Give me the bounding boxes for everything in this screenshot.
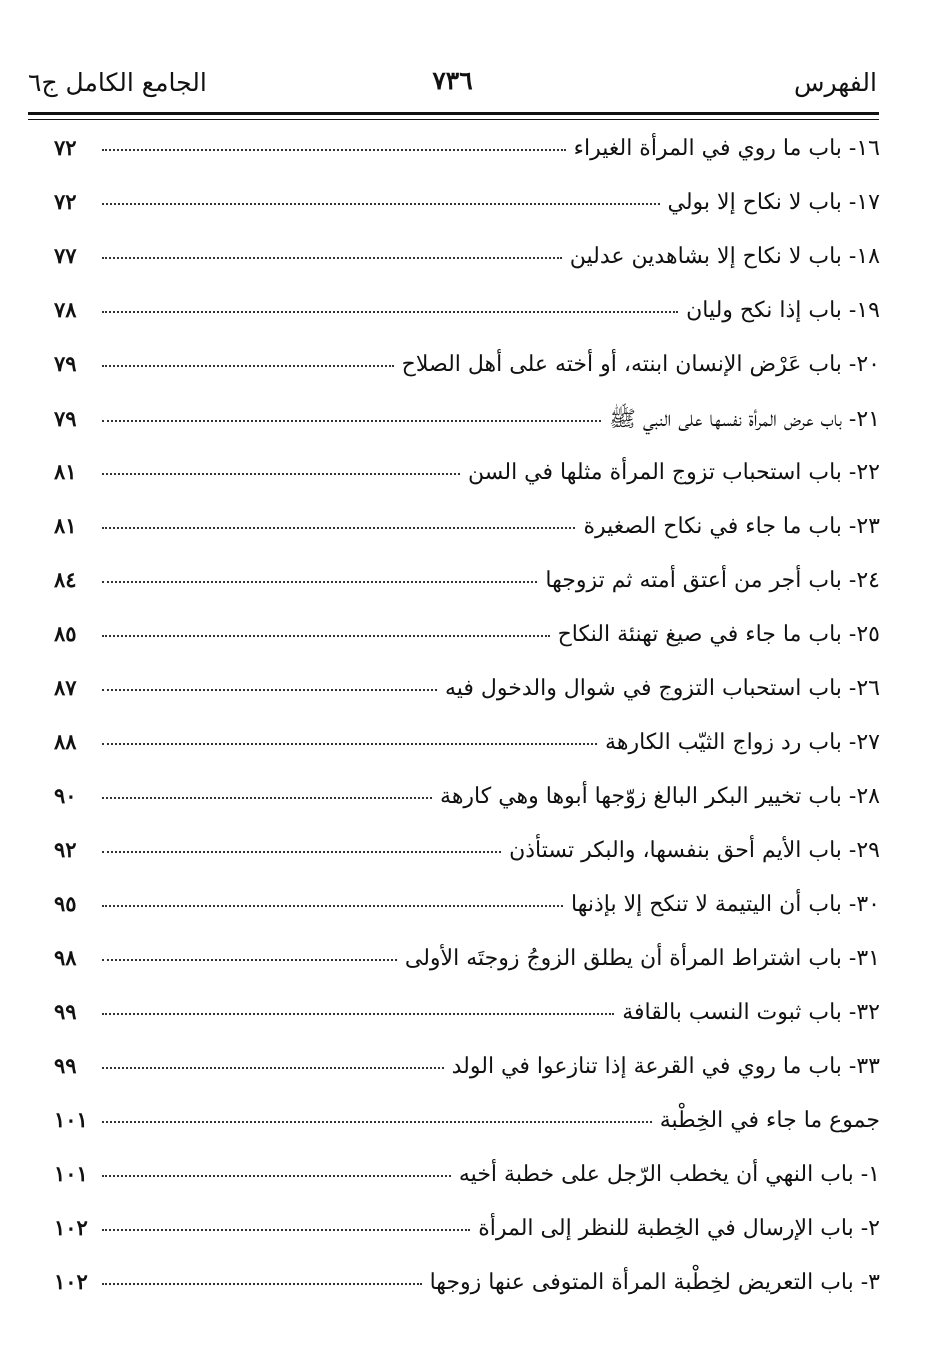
toc-leader-dots: [102, 365, 394, 367]
toc-entry-page: ١٠١: [54, 1107, 88, 1132]
toc-entry-title: ١٩- باب إذا نكح وليان: [686, 298, 880, 323]
toc-entry-title: ٣٢- باب ثبوت النسب بالقافة: [622, 1000, 880, 1025]
toc-entry: [54, 567, 880, 621]
toc-entry-title: ٣٣- باب ما روي في القرعة إذا تنازعوا في الولد: [451, 1054, 880, 1079]
toc-entry: [54, 405, 880, 459]
toc-entry-title: ٣١- باب اشتراط المرأة أن يطلق الزوجُ زوجتَه الأولى: [404, 946, 880, 971]
toc-entry: [54, 1053, 880, 1107]
toc-entry: [54, 999, 880, 1053]
toc-entry-title: ١٦- باب ما روي في المرأة الغيراء: [573, 136, 880, 161]
toc-leader-dots: [102, 203, 660, 205]
book-title: الجامع الكامل ج٦: [28, 68, 207, 97]
toc-entry: [54, 621, 880, 675]
toc-entry-title: ١٨- باب لا نكاح إلا بشاهدين عدلين: [569, 244, 880, 269]
toc-entry-page: ١٠٢: [54, 1269, 88, 1294]
toc-entry-page: ٩٥: [54, 891, 77, 916]
toc-leader-dots: [102, 1121, 652, 1123]
toc-leader-dots: [102, 581, 537, 583]
section-title: الفهرس: [793, 68, 877, 97]
toc-entry-page: ٧٩: [54, 406, 77, 431]
toc-entry-page: ١٠١: [54, 1161, 88, 1186]
toc-entry-title: ٢٨- باب تخيير البكر البالغ زوّجها أبوها وهي كارهة: [440, 784, 880, 809]
toc-entry-title: ٢- باب الإرسال في الخِطبة للنظر إلى المرأة: [478, 1216, 880, 1241]
toc-leader-dots: [102, 689, 437, 691]
toc-leader-dots: [102, 905, 563, 907]
toc-entry: [54, 189, 880, 243]
toc-entry-title: ٢٤- باب أجر من أعتق أمته ثم تزوجها: [545, 568, 880, 593]
toc-leader-dots: [102, 635, 550, 637]
toc-entry: [54, 729, 880, 783]
toc-leader-dots: [102, 743, 597, 745]
toc-entry: [54, 945, 880, 999]
toc-entry-title: ٢٦- باب استحباب التزوج في شوال والدخول فيه: [444, 676, 880, 701]
toc-entry: [54, 1269, 880, 1323]
toc-entry: [54, 513, 880, 567]
toc-entry-title: ٢٢- باب استحباب تزوج المرأة مثلها في السن: [468, 460, 880, 485]
toc-leader-dots: [102, 1013, 614, 1015]
toc-entry: [54, 675, 880, 729]
toc-entry-title: ٢٠- باب عَرْض الإنسان ابنته، أو أخته على أهل الصلاح: [401, 352, 880, 377]
toc-entry-page: ٨١: [54, 459, 77, 484]
toc-entry-title: ٣٠- باب أن اليتيمة لا تنكح إلا بإذنها: [571, 892, 880, 917]
toc-entry-page: ٧٢: [54, 135, 77, 160]
toc-entry: [54, 243, 880, 297]
toc-leader-dots: [102, 1067, 444, 1069]
toc-entry-page: ٨٤: [54, 567, 77, 592]
toc-leader-dots: [102, 149, 566, 151]
toc-entry: [54, 1107, 880, 1161]
toc-entry-page: ٩٠: [54, 783, 77, 808]
toc-leader-dots: [102, 797, 432, 799]
toc-entry: [54, 891, 880, 945]
toc-entry: [54, 459, 880, 513]
toc-entry: [54, 837, 880, 891]
toc-leader-dots: [102, 1229, 470, 1231]
toc-entry-page: ٨٨: [54, 729, 77, 754]
toc-entry: [54, 297, 880, 351]
toc-entry-page: ٧٩: [54, 351, 77, 376]
toc-leader-dots: [102, 420, 601, 422]
toc-entry: [54, 135, 880, 189]
page-number: ٧٣٦: [432, 66, 473, 95]
toc-entry-page: ٩٢: [54, 837, 77, 862]
table-of-contents: [54, 135, 880, 1323]
toc-entry-page: ٨١: [54, 513, 77, 538]
toc-entry-title: ١- باب النهي أن يخطب الرّجل على خطبة أخيه: [458, 1162, 880, 1187]
toc-entry-page: ٧٨: [54, 297, 77, 322]
toc-leader-dots: [102, 1175, 451, 1177]
toc-leader-dots: [102, 1283, 422, 1285]
toc-entry-page: ٩٨: [54, 945, 77, 970]
toc-leader-dots: [102, 851, 501, 853]
toc-entry-page: ٨٧: [54, 675, 77, 700]
toc-entry-title: جموع ما جاء في الخِطْبة: [659, 1108, 880, 1133]
toc-entry: [54, 783, 880, 837]
toc-entry-page: ٧٢: [54, 189, 77, 214]
toc-entry-page: ٩٩: [54, 1053, 77, 1078]
toc-entry-title: ٣- باب التعريض لخِطْبة المرأة المتوفى عنها زوجها: [429, 1270, 880, 1295]
toc-entry-title: ١٧- باب لا نكاح إلا بولي: [667, 190, 880, 215]
toc-leader-dots: [102, 527, 575, 529]
toc-entry: [54, 1161, 880, 1215]
toc-entry-page: ٧٧: [54, 243, 77, 268]
toc-leader-dots: [102, 473, 460, 475]
toc-entry-page: ١٠٢: [54, 1215, 88, 1240]
toc-leader-dots: [102, 257, 562, 259]
toc-leader-dots: [102, 959, 397, 961]
toc-entry-title: ٢٥- باب ما جاء في صيغ تهنئة النكاح: [557, 622, 880, 647]
toc-entry: [54, 351, 880, 405]
header-rule-thin: [28, 119, 879, 120]
toc-entry-title: ٢٩- باب الأيم أحق بنفسها، والبكر تستأذن: [509, 838, 880, 863]
toc-entry-title: ٢١- باب عرض المرأة نفسها على النبي ﷺ: [609, 407, 880, 432]
header-rule-thick: [28, 112, 879, 115]
toc-entry-title: ٢٧- باب رد زواج الثيّب الكارهة: [605, 730, 880, 755]
toc-entry-title: ٢٣- باب ما جاء في نكاح الصغيرة: [583, 514, 880, 539]
toc-entry-page: ٩٩: [54, 999, 77, 1024]
toc-entry-page: ٨٥: [54, 621, 77, 646]
toc-entry: [54, 1215, 880, 1269]
toc-leader-dots: [102, 311, 678, 313]
running-header: [28, 68, 877, 108]
